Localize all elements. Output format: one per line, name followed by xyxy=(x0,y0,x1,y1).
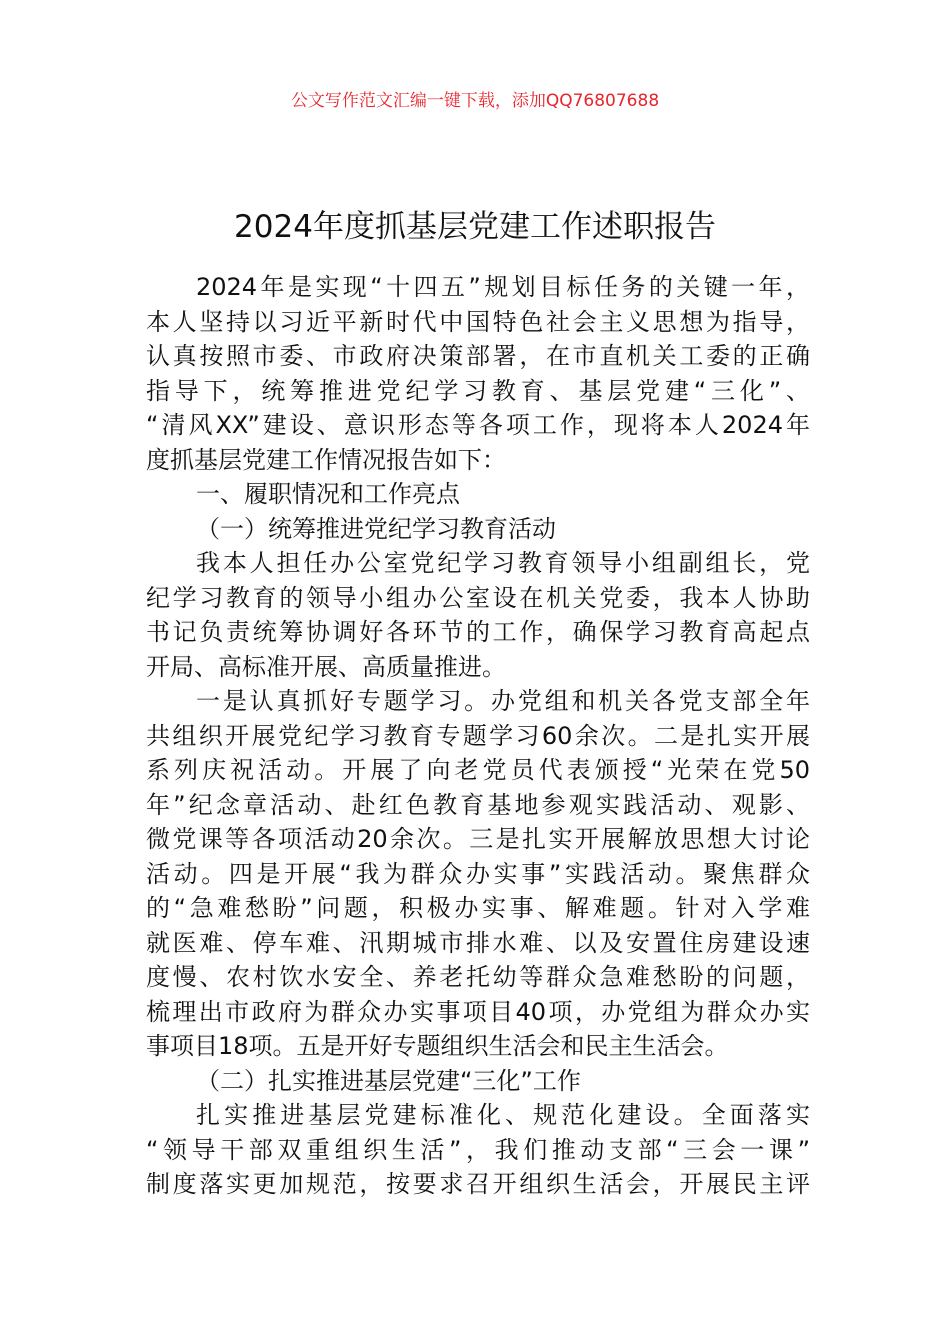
paragraph-line: 梳理出市政府为群众办实事项目40项，办党组为群众办实 xyxy=(146,997,810,1026)
paragraph-line: 2024年是实现“十四五”规划目标任务的关键一年， xyxy=(196,273,810,301)
paragraph-line: 就医难、停车难、汛期城市排水难、以及安置住房建设速 xyxy=(146,928,810,957)
paragraph-line: 扎实推进基层党建标准化、规范化建设。全面落实 xyxy=(196,1101,810,1129)
watermark-banner: 公文写作范文汇编一键下载，添加QQ76807688 xyxy=(290,91,660,111)
paragraph-line: 制度落实更加规范，按要求召开组织生活会，开展民主评 xyxy=(146,1170,810,1198)
paragraph-line: “领导干部双重组织生活”，我们推动支部“三会一课” xyxy=(146,1135,810,1164)
paragraph-line: 微党课等各项活动20余次。三是扎实开展解放思想大讨论 xyxy=(146,825,810,853)
paragraph-line: 本人坚持以习近平新时代中国特色社会主义思想为指导， xyxy=(146,307,810,336)
section-heading: 一、履职情况和工作亮点 xyxy=(196,480,460,508)
paragraph-line: 认真按照市委、市政府决策部署，在市直机关工委的正确 xyxy=(146,342,810,370)
paragraph-line: 系列庆祝活动。开展了向老党员代表颁授“光荣在党50 xyxy=(146,756,810,784)
paragraph-line: 度慢、农村饮水安全、养老托幼等群众急难愁盼的问题， xyxy=(146,963,810,991)
document-title: 2024年度抓基层党建工作述职报告 xyxy=(234,208,716,245)
section-heading: （一）统筹推进党纪学习教育活动 xyxy=(196,514,556,543)
paragraph-line: 一是认真抓好专题学习。办党组和机关各党支部全年 xyxy=(196,687,810,715)
paragraph-line: 纪学习教育的领导小组办公室设在机关党委，我本人协助 xyxy=(146,583,810,612)
paragraph-line: 活动。四是开展“我为群众办实事”实践活动。聚焦群众 xyxy=(146,859,810,888)
paragraph-line: 书记负责统筹协调好各环节的工作，确保学习教育高起点 xyxy=(146,618,810,646)
section-heading: （二）扎实推进基层党建“三化”工作 xyxy=(196,1066,581,1095)
paragraph-line: 我本人担任办公室党纪学习教育领导小组副组长，党 xyxy=(196,549,810,577)
paragraph-line: 开局、高标准开展、高质量推进。 xyxy=(146,652,506,681)
paragraph-line: 年”纪念章活动、赴红色教育基地参观实践活动、观影、 xyxy=(146,790,810,819)
paragraph-line: 指导下，统筹推进党纪学习教育、基层党建“三化”、 xyxy=(146,376,810,405)
paragraph-line: 的“急难愁盼”问题，积极办实事、解难题。针对入学难 xyxy=(146,894,810,922)
paragraph-line: 事项目18项。五是开好专题组织生活会和民主生活会。 xyxy=(146,1032,729,1060)
document-body xyxy=(146,270,810,1202)
paragraph-line: “清风XX”建设、意识形态等各项工作，现将本人2024年 xyxy=(146,411,810,439)
paragraph-line: 共组织开展党纪学习教育专题学习60余次。二是扎实开展 xyxy=(146,721,810,750)
paragraph-line: 度抓基层党建工作情况报告如下： xyxy=(146,445,506,474)
